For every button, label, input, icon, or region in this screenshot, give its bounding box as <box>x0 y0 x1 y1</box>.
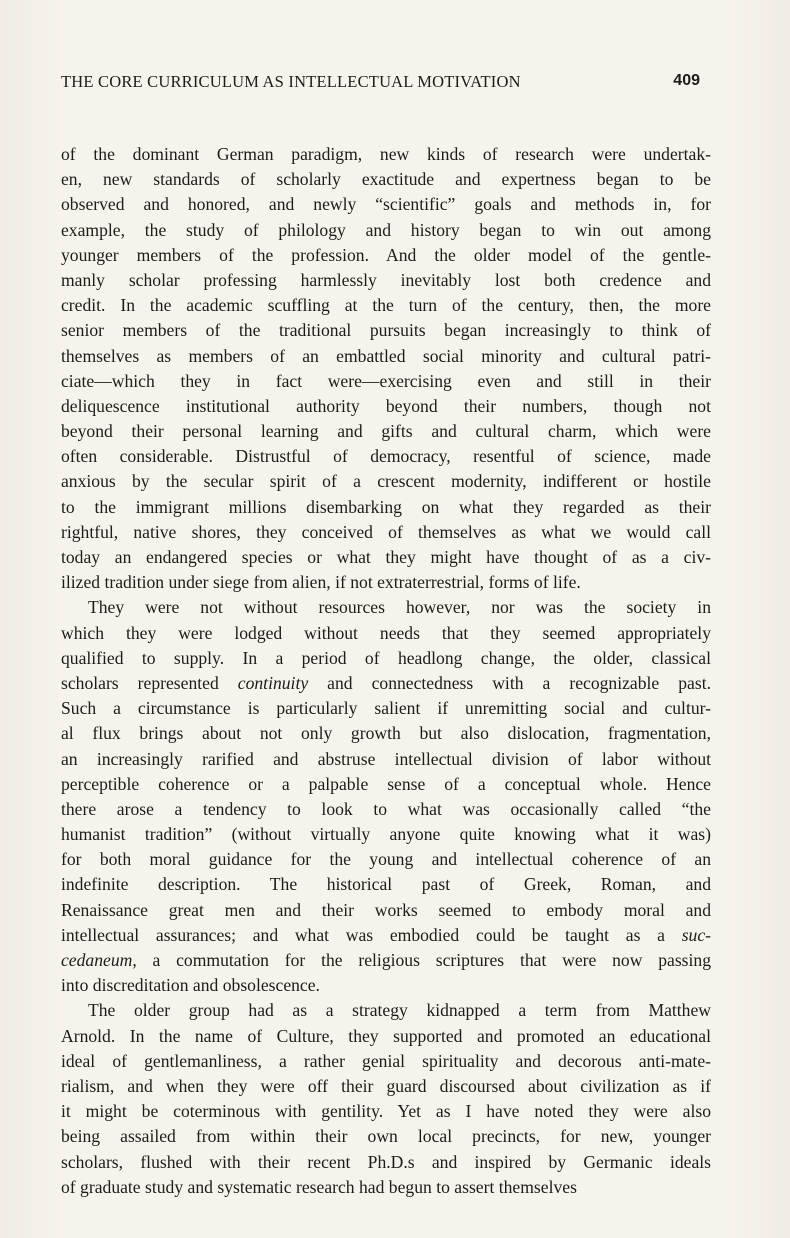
text-line <box>61 797 711 822</box>
text-run: ideal of gentlemanliness, a rather genial spirituality and decorous anti-mate- <box>61 1050 711 1071</box>
text-line <box>61 167 711 192</box>
text-line <box>61 973 711 998</box>
paragraph <box>61 595 711 998</box>
text-run: They were not without resources however, nor was the society in <box>88 597 711 618</box>
text-line <box>61 545 711 570</box>
text-line <box>61 142 711 167</box>
text-line <box>61 621 711 646</box>
text-line <box>61 495 711 520</box>
text-line <box>61 1049 711 1074</box>
text-line <box>61 747 711 772</box>
text-line <box>61 898 711 923</box>
text-run: which they were lodged without needs that they seemed appropriately <box>61 622 711 643</box>
text-run: ciate—which they in fact were—exercising even and still in their <box>61 370 711 391</box>
text-line <box>61 1150 711 1175</box>
text-line <box>61 369 711 394</box>
text-run: rightful, native shores, they conceived of themselves as what we would call <box>61 521 711 542</box>
text-line <box>61 646 711 671</box>
text-run: into discreditation and obsolescence. <box>61 975 320 996</box>
text-run: for both moral guidance for the young and intellectual coherence of an <box>61 849 711 870</box>
italic-text: cedaneum, <box>61 950 137 970</box>
text-run: Renaissance great men and their works seemed to embody moral and <box>61 899 711 920</box>
text-line <box>61 570 711 595</box>
text-run: observed and honored, and newly “scientific” goals and methods in, for <box>61 194 711 215</box>
text-run: Such a circumstance is particularly salient if unremitting social and cultur- <box>61 698 711 719</box>
text-run: ilized tradition under siege from alien, if not extraterrestrial, forms of life. <box>61 572 581 593</box>
page-number: 409 <box>673 72 700 89</box>
text-run: an increasingly rarified and abstruse intellectual division of labor without <box>61 748 711 769</box>
text-line <box>61 696 711 721</box>
text-line <box>61 847 711 872</box>
text-run: scholars, flushed with their recent Ph.D.s and inspired by Germanic ideals <box>61 1151 711 1172</box>
text-line <box>61 1124 711 1149</box>
text-line <box>61 243 711 268</box>
running-title: THE CORE CURRICULUM AS INTELLECTUAL MOTIVATION <box>61 72 521 91</box>
text-line <box>61 192 711 217</box>
text-run: manly scholar professing harmlessly inevitably lost both credence and <box>61 269 711 290</box>
text-run: intellectual assurances; and what was embodied could be taught as a <box>61 924 682 945</box>
text-run: being assailed from within their own local precincts, for new, younger <box>61 1126 711 1147</box>
text-run: often considerable. Distrustful of democracy, resentful of science, made <box>61 446 711 467</box>
text-run: deliquescence institutional authority beyond their numbers, though not <box>61 395 711 416</box>
text-run: anxious by the secular spirit of a crescent modernity, indifferent or hostile <box>61 471 711 492</box>
paragraph <box>61 142 711 595</box>
text-line <box>61 268 711 293</box>
body-text <box>61 142 711 1200</box>
text-run: themselves as members of an embattled social minority and cultural patri- <box>61 345 711 366</box>
text-run: qualified to supply. In a period of headlong change, the older, classical <box>61 647 711 668</box>
text-line <box>61 344 711 369</box>
text-line <box>61 218 711 243</box>
text-line <box>61 671 711 696</box>
text-run: al flux brings about not only growth but also dislocation, fragmentation, <box>61 723 711 744</box>
text-run: a commutation for the religious scriptures that were now passing <box>136 950 711 970</box>
text-run: and connectedness with a recognizable past. <box>308 672 711 693</box>
text-run: perceptible coherence or a palpable sense of a conceptual whole. Hence <box>61 773 711 794</box>
paragraph <box>61 998 711 1200</box>
text-line <box>61 1175 711 1200</box>
text-line <box>61 1024 711 1049</box>
text-line <box>61 293 711 318</box>
text-run: it might be coterminous with gentility. Yet as I have noted they were also <box>61 1101 711 1122</box>
text-line <box>61 948 711 973</box>
text-run: to the immigrant millions disembarking on what they regarded as their <box>61 496 711 517</box>
text-run: credit. In the academic scuffling at the turn of the century, then, the more <box>61 295 711 316</box>
text-run: senior members of the traditional pursuits began increasingly to think of <box>61 320 711 341</box>
text-run: of the dominant German paradigm, new kinds of research were undertak- <box>61 144 711 164</box>
text-line <box>61 595 711 620</box>
text-line <box>61 419 711 444</box>
text-run: rialism, and when they were off their guard discoursed about civilization as if <box>61 1075 711 1096</box>
text-run: younger members of the profession. And the older model of the gentle- <box>61 244 711 265</box>
text-line <box>61 469 711 494</box>
text-line <box>61 444 711 469</box>
text-run: today an endangered species or what they might have thought of as a civ- <box>61 547 711 567</box>
text-line <box>61 721 711 746</box>
text-line <box>61 772 711 797</box>
text-line <box>61 520 711 545</box>
text-run: humanist tradition” (without virtually anyone quite knowing what it was) <box>61 824 711 845</box>
text-line <box>61 822 711 847</box>
text-run: example, the study of philology and history began to win out among <box>61 219 711 240</box>
text-line <box>61 872 711 897</box>
text-line <box>61 1074 711 1099</box>
text-line <box>61 394 711 419</box>
text-run: there arose a tendency to look to what was occasionally called “the <box>61 798 711 819</box>
italic-text: continuity <box>237 672 309 693</box>
text-run: scholars represented <box>61 672 238 693</box>
text-line <box>61 998 711 1023</box>
text-run: of graduate study and systematic research had begun to assert themselves <box>61 1176 577 1197</box>
text-run: beyond their personal learning and gifts and cultural charm, which were <box>61 421 711 442</box>
italic-text: suc- <box>681 924 711 945</box>
text-line <box>61 1099 711 1124</box>
text-run: The older group had as a strategy kidnapped a term from Matthew <box>88 1000 711 1021</box>
text-run: Arnold. In the name of Culture, they supported and promoted an educational <box>61 1025 711 1046</box>
text-run: en, new standards of scholarly exactitude and expertness began to be <box>61 169 711 190</box>
running-head <box>61 72 711 92</box>
text-line <box>61 923 711 948</box>
text-run: indefinite description. The historical past of Greek, Roman, and <box>61 874 711 895</box>
text-line <box>61 318 711 343</box>
